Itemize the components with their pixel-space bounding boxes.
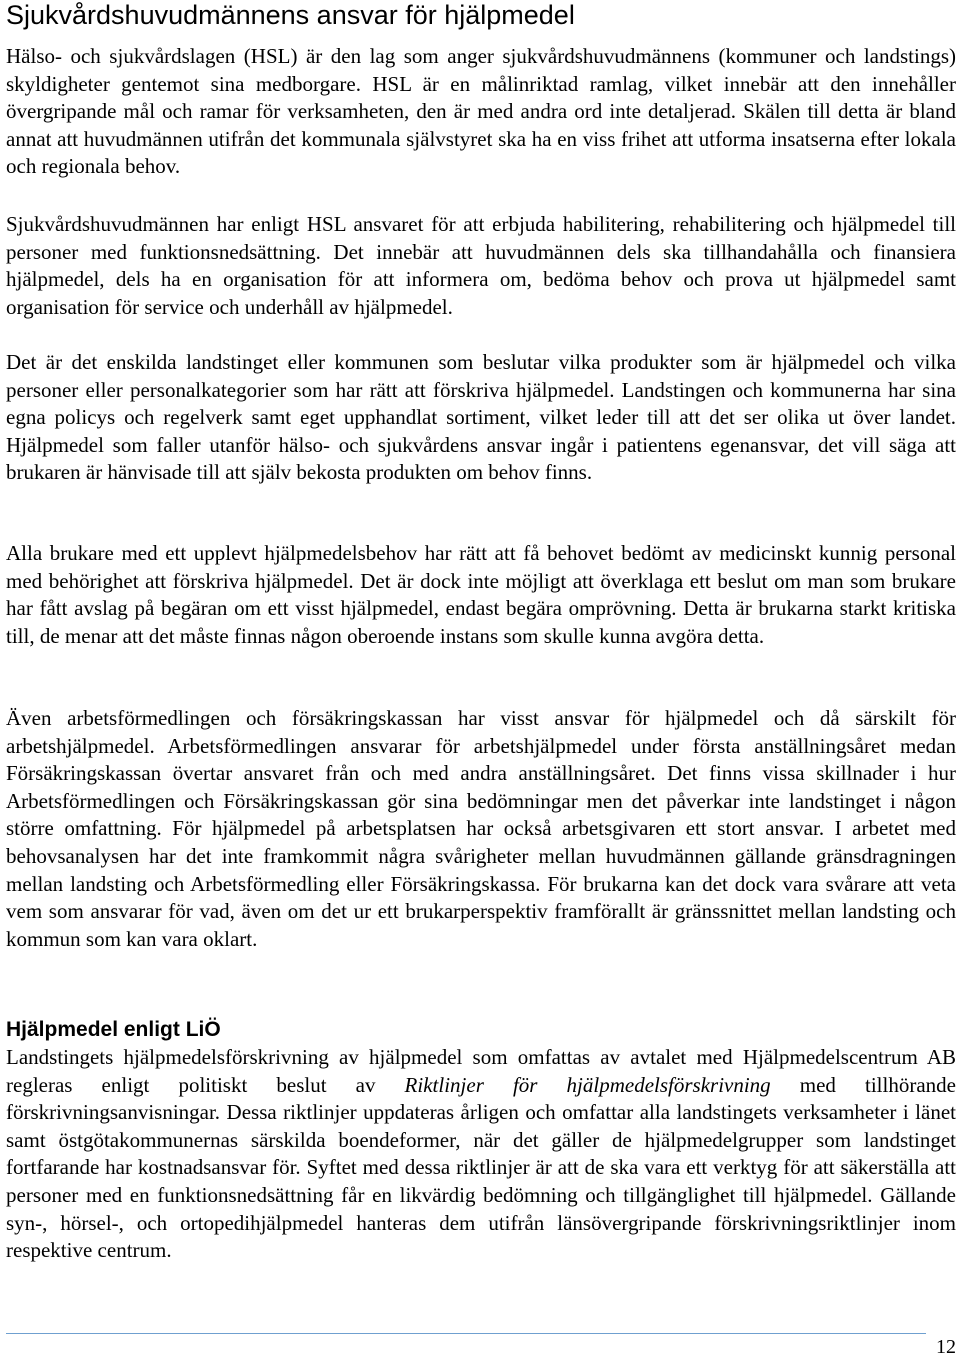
page-title: Sjukvårdshuvudmännens ansvar för hjälpmedel bbox=[6, 0, 575, 30]
footer-divider bbox=[6, 1333, 926, 1334]
paragraph-lio-text-start: Landstingets hjälpmedelsförskrivning av hjälpmedel som omfattas av avtalet med Hjälpmedelscentrum AB regleras enligt politiskt beslut av bbox=[6, 1045, 956, 1097]
paragraph-lio-riktlinjer bbox=[6, 1044, 956, 1265]
paragraph-landsting-kommun: Det är det enskilda landstinget eller kommunen som beslutar vilka produkter som är hjälpmedel och vilka personer eller personalkategorier som har rätt att förskriva hjälpmedel. Landstingen och kommunerna har sina egna policys och regelverk samt eget upphandlat sortiment, vilket leder till att det ser olika ut över landet. Hjälpmedel som faller utanför hälso- och sjukvårdens ansvar ingår i patientens egenansvar, det vill säga att brukaren är hänvisade till att själv bekosta produkten om behov finns. bbox=[6, 350, 956, 485]
paragraph-huvudman-ansvar: Sjukvårdshuvudmännen har enligt HSL ansvaret för att erbjuda habilitering, rehabilitering och hjälpmedel till personer med funktionsnedsättning. Det innebär att huvudmännen dels ska tillhandahålla och finansiera hjälpmedel, dels ha en organisation för att informera om, bedöma behov och prova ut hjälpmedel samt organisation för service och underhåll av hjälpmedel. bbox=[6, 212, 956, 319]
paragraph-hsl-intro: Hälso- och sjukvårdslagen (HSL) är den lag som anger sjukvårdshuvudmännens (kommuner och landstings) skyldigheter gentemot sina medborgare. HSL är en målinriktad ramlag, vilket innebär att den innehåller övergripande mål och ramar för verksamheten, den är med andra ord inte detaljerad. Skälen till detta är bland annat att huvudmännen utifrån det kommunala självstyret ska ha en viss frihet att utforma insatserna efter lokala och regionala behov. bbox=[6, 44, 956, 179]
paragraph-brukare-bedomning: Alla brukare med ett upplevt hjälpmedelsbehov har rätt att få behovet bedömt av medicinskt kunnig personal med behörighet att förskriva hjälpmedel. Det är dock inte möjligt att överklaga ett beslut om man som brukare har fått avslag på begäran om ett visst hjälpmedel, endast begära omprövning. Detta är brukarna starkt kritiska till, de menar att det måste finnas någon oberoende instans som skulle kunna avgöra detta. bbox=[6, 541, 956, 648]
document-title-italic: Riktlinjer för hjälpmedelsförskrivning bbox=[404, 1072, 771, 1097]
paragraph-lio-text-end: med tillhörande förskrivningsanvisningar. Dessa riktlinjer uppdateras årligen och omfattar alla landstingets verksamheter i länet samt östgötakommunernas särskilda boendeformer, när det gäller de hjälpmedelgrupper som landstinget fortfarande har kostnadsansvar för. Syftet med dessa riktlinjer är att de ska vara ett verktyg för att säkerställa att personer med en funktionsnedsättning får en likvärdig bedömning och tillgänglighet till hjälpmedel. Gällande syn-, hörsel-, och ortopedihjälpmedel hanteras dem utifrån länsövergripande förskrivningsriktlinjer inom respektive centrum. bbox=[6, 1072, 956, 1263]
section-heading: Hjälpmedel enligt LiÖ bbox=[6, 1018, 221, 1041]
page-number: 12 bbox=[936, 1336, 956, 1358]
paragraph-arbetsformedling: Även arbetsförmedlingen och försäkringskassan har visst ansvar för hjälpmedel och då särskilt för arbetshjälpmedel. Arbetsförmedlingen ansvarar för arbetshjälpmedel under första anställningsåret medan Försäkringskassan övertar ansvaret från och med andra anställningsåret. Det finns vissa skillnader i hur Arbetsförmedlingen och Försäkringskassan gör sina bedömningar men det påverkar inte landstinget i någon större omfattning. För hjälpmedel på arbetsplatsen har också arbetsgivaren ett stort ansvar. I arbetet med behovsanalysen har det inte framkommit några svårigheter mellan huvudmännen gällande gränsdragningen mellan landsting och Arbetsförmedling eller Försäkringskassa. För brukarna kan det dock vara svårare att veta vem som ansvarar för vad, även om det ur ett brukarperspektiv framförallt är gränssnittet mellan landsting och kommun som kan vara oklart. bbox=[6, 706, 956, 951]
